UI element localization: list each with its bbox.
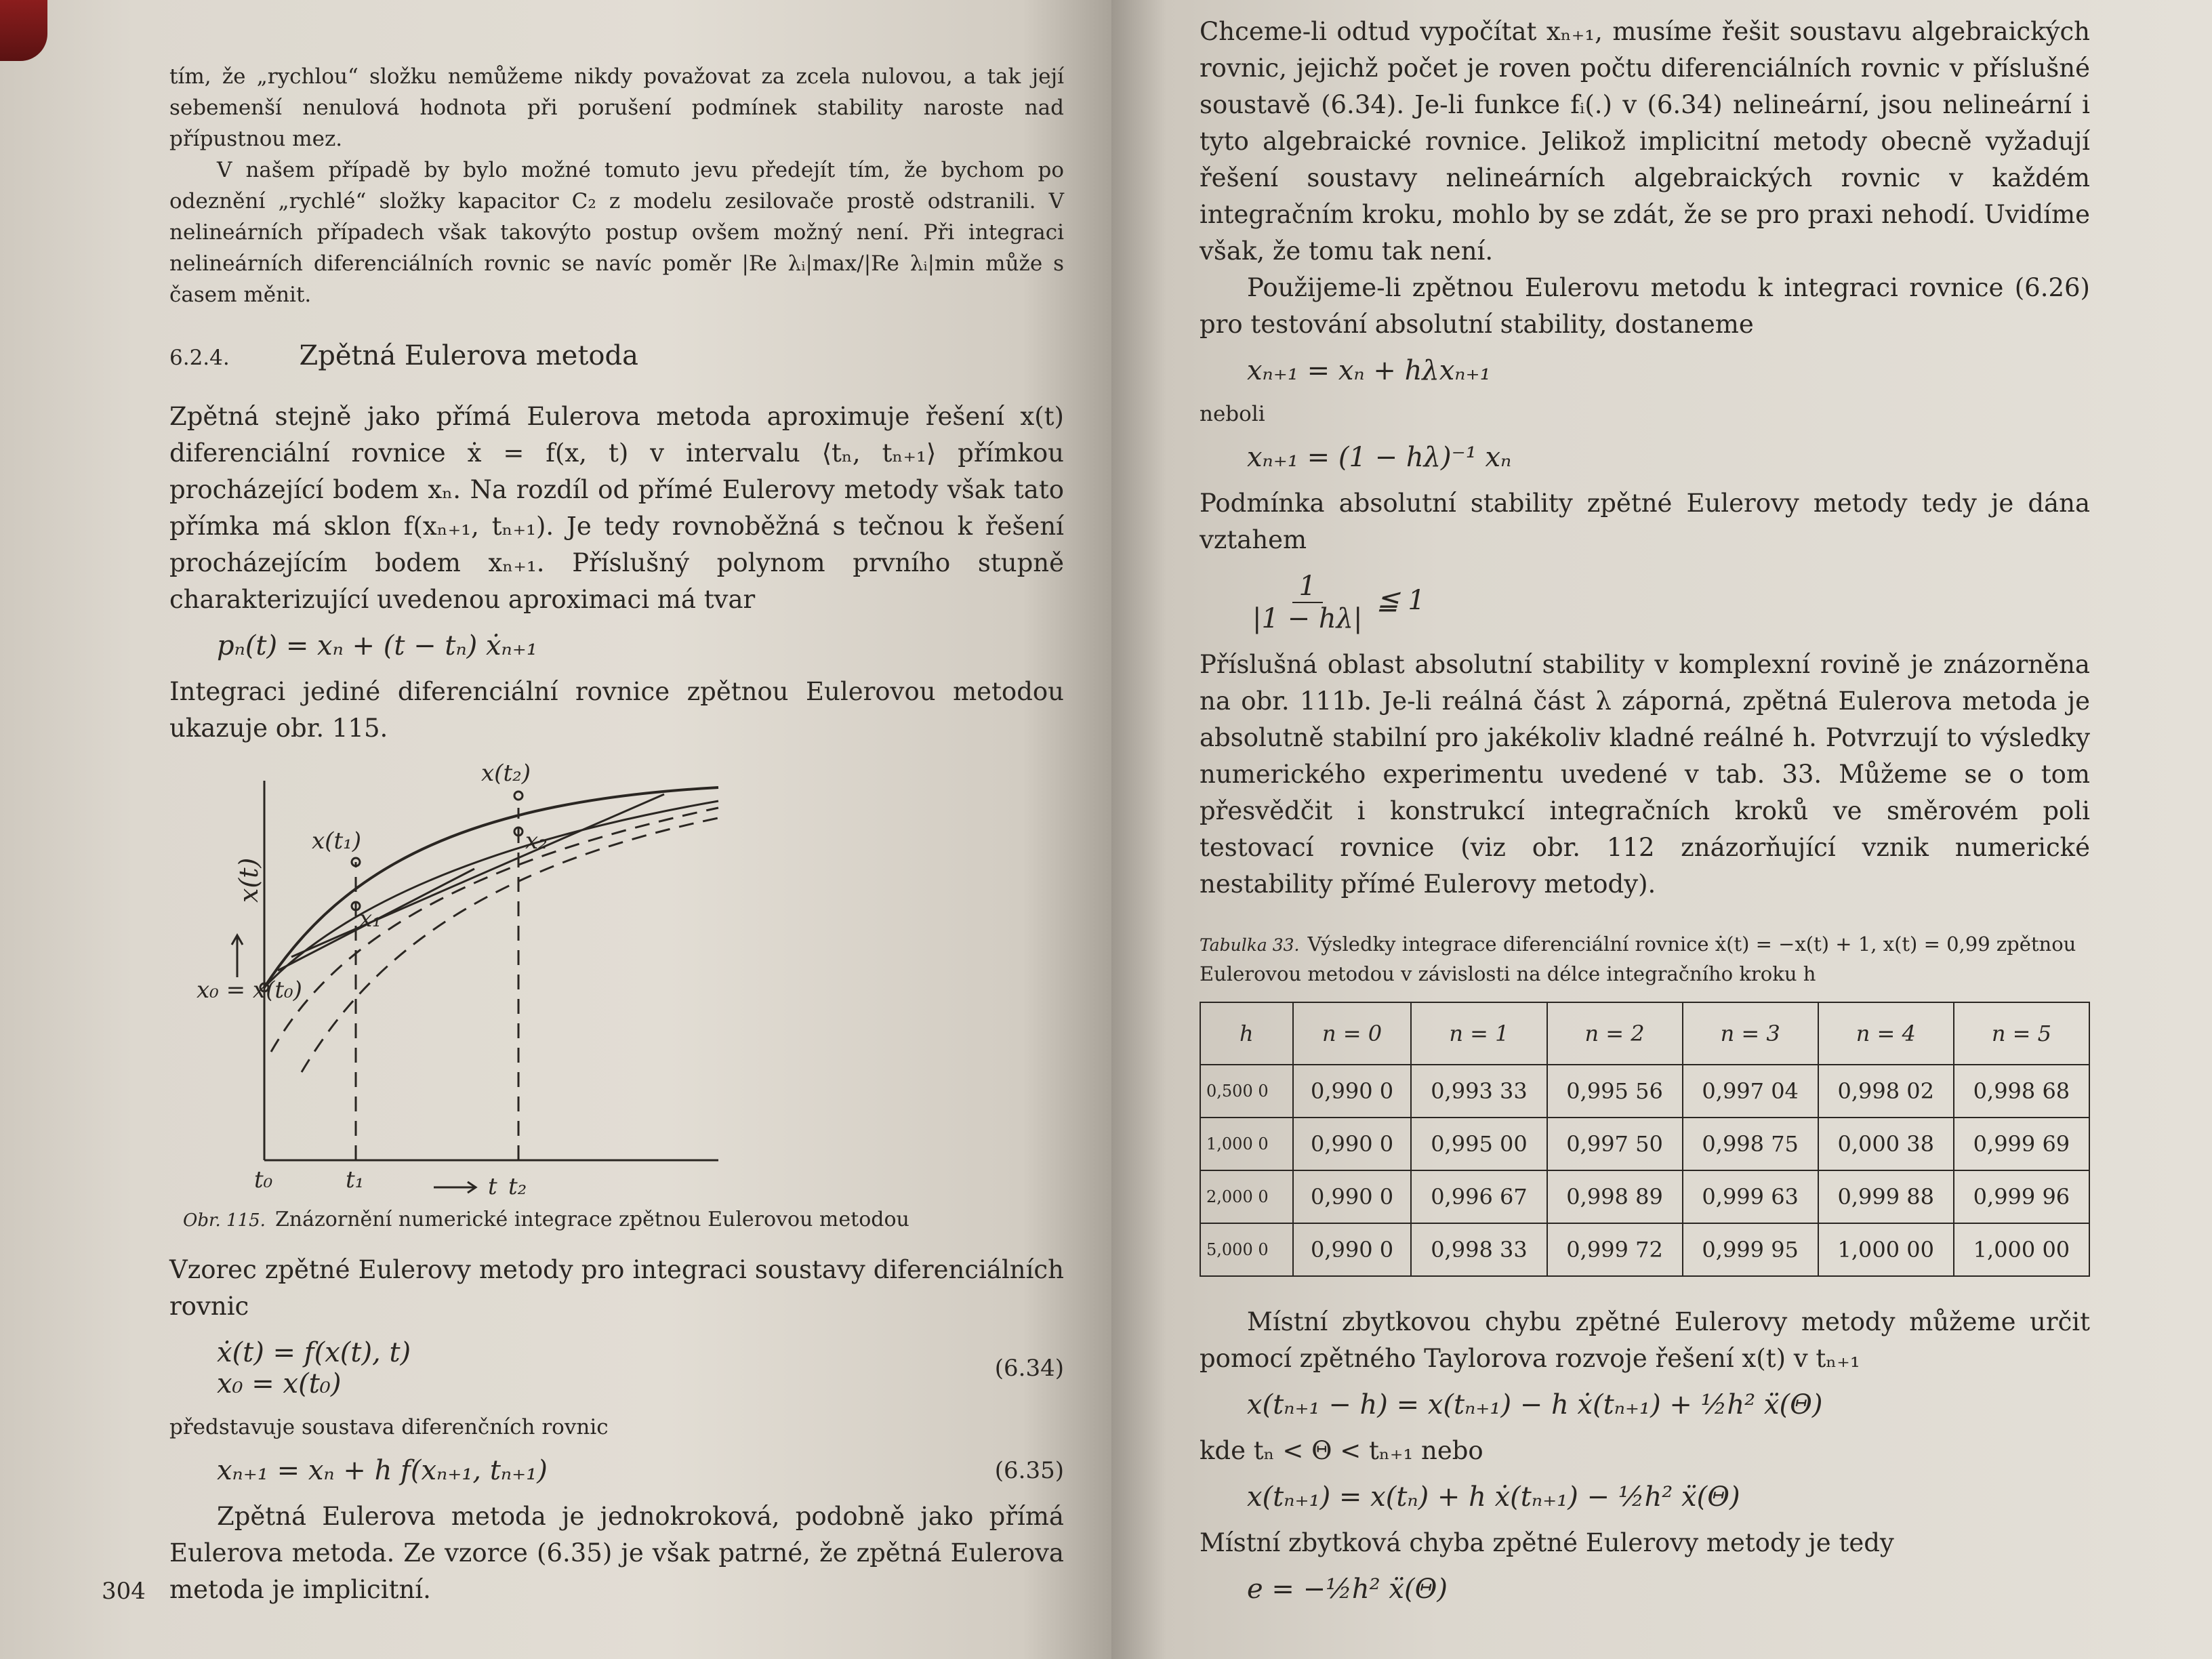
- fraction-numerator: 1: [1292, 571, 1323, 603]
- table-cell: 0,999 72: [1547, 1223, 1683, 1276]
- table-cell: 1,000 00: [1954, 1223, 2089, 1276]
- formula-text: xₙ₊₁ = (1 − hλ)⁻¹ xₙ: [1247, 442, 1512, 473]
- table-row: [1200, 1065, 2089, 1118]
- paragraph: neboli: [1200, 402, 1265, 426]
- section-heading: [169, 340, 1064, 371]
- paragraph: Zpětná stejně jako přímá Eulerova metoda aproximuje řešení x(t) diferenciální rovnice ẋ = f(x, t) v intervalu ⟨tₙ, tₙ₊₁⟩ přímkou procházející bodem xₙ. Na rozdíl od přímé Eulerovy metody však tato přímka má sklon f(xₙ₊₁, tₙ₊₁). Je tedy rovnoběžná s tečnou k řešení procházejícím bodem xₙ₊₁. Příslušný polynom prvního stupně charakterizující uvedenou aproximaci má tvar: [169, 402, 1064, 614]
- table-row: [1200, 1170, 2089, 1223]
- formula-text: x(tₙ₊₁) = x(tₙ) + h ẋ(tₙ₊₁) − ½h² ẍ(Θ): [1247, 1481, 1740, 1513]
- formula: [1247, 442, 2090, 473]
- xt2-label: x(t₂): [481, 760, 531, 787]
- formula: [217, 630, 1064, 661]
- table-row: [1200, 1118, 2089, 1170]
- section-title: Zpětná Eulerova metoda: [299, 340, 638, 371]
- paragraph: Příslušná oblast absolutní stability v komplexní rovině je znázorněna na obr. 111b. Je-li reálná část λ záporná, zpětná Eulerova metoda je absolutně stabilní pro jakékoliv kladné reálné h. Potvrzují to výsledky numerického experimentu uvedené v tab. 33. Můžeme se o tom přesvědčit i konstrukcí integračních kroků ve směrovém poli testovací rovnice (viz obr. 112 znázorňující vznik numerické nestability přímé Eulerovy metody).: [1200, 650, 2090, 899]
- paragraph: Zpětná Eulerova metoda je jednokroková, podobně jako přímá Eulerova metoda. Ze vzorce (6.35) je však patrné, že zpětná Eulerova metoda je implicitní.: [169, 1502, 1064, 1604]
- paragraph: tím, že „rychlou“ složku nemůžeme nikdy považovat za zcela nulovou, a tak její sebemenší nenulová hodnota při porušení podmínek stability naroste nad přípustnou mez.: [169, 64, 1064, 151]
- formula: [1247, 1389, 2090, 1420]
- table-header: n = 3: [1683, 1002, 1818, 1065]
- x1-label: x₁: [359, 905, 382, 933]
- table-cell: 1,000 0: [1200, 1118, 1293, 1170]
- formula-6-35: [217, 1455, 1064, 1486]
- formula: [1247, 1481, 2090, 1513]
- table-cell: 0,990 0: [1293, 1118, 1412, 1170]
- figure-caption: [183, 1208, 1064, 1231]
- paragraph: kde tₙ < Θ < tₙ₊₁ nebo: [1200, 1436, 1483, 1465]
- table-header-row: [1200, 1002, 2089, 1065]
- euler-diagram: [190, 754, 773, 1201]
- table-cell: 0,999 69: [1954, 1118, 2089, 1170]
- page-number: 304: [102, 1578, 146, 1605]
- table-cell: 0,997 04: [1683, 1065, 1818, 1118]
- formula-line: x₀ = x(t₀): [217, 1368, 342, 1399]
- table-cell: 0,998 89: [1547, 1170, 1683, 1223]
- section-number: 6.2.4.: [169, 346, 230, 370]
- table-cell: 0,996 67: [1411, 1170, 1547, 1223]
- table-row: [1200, 1223, 2089, 1276]
- table-header: n = 5: [1954, 1002, 2089, 1065]
- table-header: n = 0: [1293, 1002, 1412, 1065]
- xt1-label: x(t₁): [312, 827, 361, 855]
- table-cell: 0,999 88: [1818, 1170, 1954, 1223]
- results-table: [1200, 1002, 2090, 1277]
- dashed-curve: [302, 818, 718, 1072]
- paragraph: Integraci jediné diferenciální rovnice zpětnou Eulerovou metodou ukazuje obr. 115.: [169, 677, 1064, 743]
- table-cell: 0,999 63: [1683, 1170, 1818, 1223]
- x2-label: x₂: [525, 827, 548, 855]
- formula-line: ẋ(t) = f(x(t), t): [217, 1337, 411, 1368]
- formula-text: xₙ₊₁ = xₙ + hλxₙ₊₁: [1247, 355, 1491, 386]
- t1-label: t₁: [346, 1166, 365, 1193]
- table-caption: [1200, 930, 2090, 988]
- fraction-relation: ≦ 1: [1376, 585, 1425, 616]
- paragraph: Podmínka absolutní stability zpětné Eulerovy metody tedy je dána vztahem: [1200, 489, 2090, 554]
- right-page: [1111, 0, 2212, 1659]
- table-header: n = 1: [1411, 1002, 1547, 1065]
- table-cell: 0,000 38: [1818, 1118, 1954, 1170]
- table-cell: 0,998 33: [1411, 1223, 1547, 1276]
- equation-number: (6.35): [994, 1457, 1064, 1484]
- table-cell: 5,000 0: [1200, 1223, 1293, 1276]
- exact-solution-curve: [264, 787, 718, 987]
- table-cell: 1,000 00: [1818, 1223, 1954, 1276]
- table-cell: 0,998 68: [1954, 1065, 2089, 1118]
- table-cell: 0,993 33: [1411, 1065, 1547, 1118]
- table-caption-label: Tabulka 33.: [1200, 935, 1300, 955]
- formula: [1247, 1574, 2090, 1605]
- formula-6-34: [217, 1337, 1064, 1399]
- paragraph: Vzorec zpětné Eulerovy metody pro integraci soustavy diferenciálních rovnic: [169, 1255, 1064, 1321]
- table-cell: 0,997 50: [1547, 1118, 1683, 1170]
- paragraph: představuje soustava diferenčních rovnic: [169, 1415, 609, 1439]
- table-cell: 0,998 02: [1818, 1065, 1954, 1118]
- table-cell: 0,999 96: [1954, 1170, 2089, 1223]
- table-header: h: [1200, 1002, 1293, 1065]
- y-axis-label: x(t): [234, 857, 264, 903]
- table-caption-text: Výsledky integrace diferenciální rovnice ẋ(t) = −x(t) + 1, x(t) = 0,99 zpětnou Eulerovou metodou v závislosti na délce integračního kroku h: [1200, 933, 2076, 985]
- figure-115: [190, 754, 773, 1201]
- table-cell: 0,990 0: [1293, 1223, 1412, 1276]
- equation-number: (6.34): [994, 1355, 1064, 1382]
- formula: [1247, 355, 2090, 386]
- formula-text: e = −½h² ẍ(Θ): [1247, 1574, 1448, 1605]
- paragraph: Použijeme-li zpětnou Eulerovu metodu k integraci rovnice (6.26) pro testování absolutní stability, dostaneme: [1200, 273, 2090, 339]
- tangent-line: [291, 794, 664, 957]
- fraction: [1252, 571, 1362, 634]
- table-cell: 0,995 00: [1411, 1118, 1547, 1170]
- table-header: n = 4: [1818, 1002, 1954, 1065]
- stability-fraction: [1247, 571, 1425, 634]
- table-cell: 0,999 95: [1683, 1223, 1818, 1276]
- table-cell: 0,990 0: [1293, 1065, 1412, 1118]
- figure-caption-label: Obr. 115.: [183, 1210, 266, 1231]
- point-xt2: [514, 792, 523, 800]
- formula-text: xₙ₊₁ = xₙ + h f(xₙ₊₁, tₙ₊₁): [217, 1455, 548, 1486]
- table-cell: 0,998 75: [1683, 1118, 1818, 1170]
- paragraph: Místní zbytkovou chybu zpětné Eulerovy metody můžeme určit pomocí zpětného Taylorova rozvoje řešení x(t) v tₙ₊₁: [1200, 1307, 2090, 1373]
- x0-label: x₀ = x(t₀): [197, 977, 302, 1004]
- paragraph: V našem případě by bylo možné tomuto jevu předejít tím, že bychom po odeznění „rychlé“ složky kapacitor C₂ z modelu zesilovače prostě odstranili. V nelineárních případech však takovýto postup ovšem možný není. Při integraci nelineárních diferenciálních rovnic se navíc poměr |Re λᵢ|max/|Re λᵢ|min může s časem měnit.: [169, 158, 1064, 307]
- formula-text: pₙ(t) = xₙ + (t − tₙ) ẋₙ₊₁: [217, 630, 537, 661]
- paragraph: Chceme-li odtud vypočítat xₙ₊₁, musíme řešit soustavu algebraických rovnic, jejichž počet je roven počtu diferenciálních rovnic v příslušné soustavě (6.34). Je-li funkce fᵢ(.) v (6.34) nelineární, jsou nelineární i tyto algebraické rovnice. Jelikož implicitní metody obecně vyžadují řešení soustavy nelineárních algebraických rovnic v každém integračním kroku, mohlo by se zdát, že se pro praxi nehodí. Uvidíme však, že tomu tak není.: [1200, 17, 2090, 266]
- stability-condition: [1247, 571, 2090, 634]
- fraction-denominator: |1 − hλ|: [1252, 603, 1363, 634]
- formula-text: x(tₙ₊₁ − h) = x(tₙ₊₁) − h ẋ(tₙ₊₁) + ½h² ẍ(Θ): [1247, 1389, 1823, 1420]
- table-cell: 0,995 56: [1547, 1065, 1683, 1118]
- paragraph: Místní zbytková chyba zpětné Eulerovy metody je tedy: [1200, 1528, 1894, 1557]
- t0-label: t₀: [254, 1166, 273, 1193]
- table-header: n = 2: [1547, 1002, 1683, 1065]
- table-cell: 2,000 0: [1200, 1170, 1293, 1223]
- table-cell: 0,990 0: [1293, 1170, 1412, 1223]
- t-axis-label: t: [488, 1173, 497, 1200]
- book-cover-edge: [0, 0, 47, 61]
- figure-caption-text: Znázornění numerické integrace zpětnou Eulerovou metodou: [274, 1208, 909, 1231]
- t2-label: t₂: [508, 1173, 527, 1200]
- table-cell: 0,500 0: [1200, 1065, 1293, 1118]
- formula-text: [217, 1337, 411, 1399]
